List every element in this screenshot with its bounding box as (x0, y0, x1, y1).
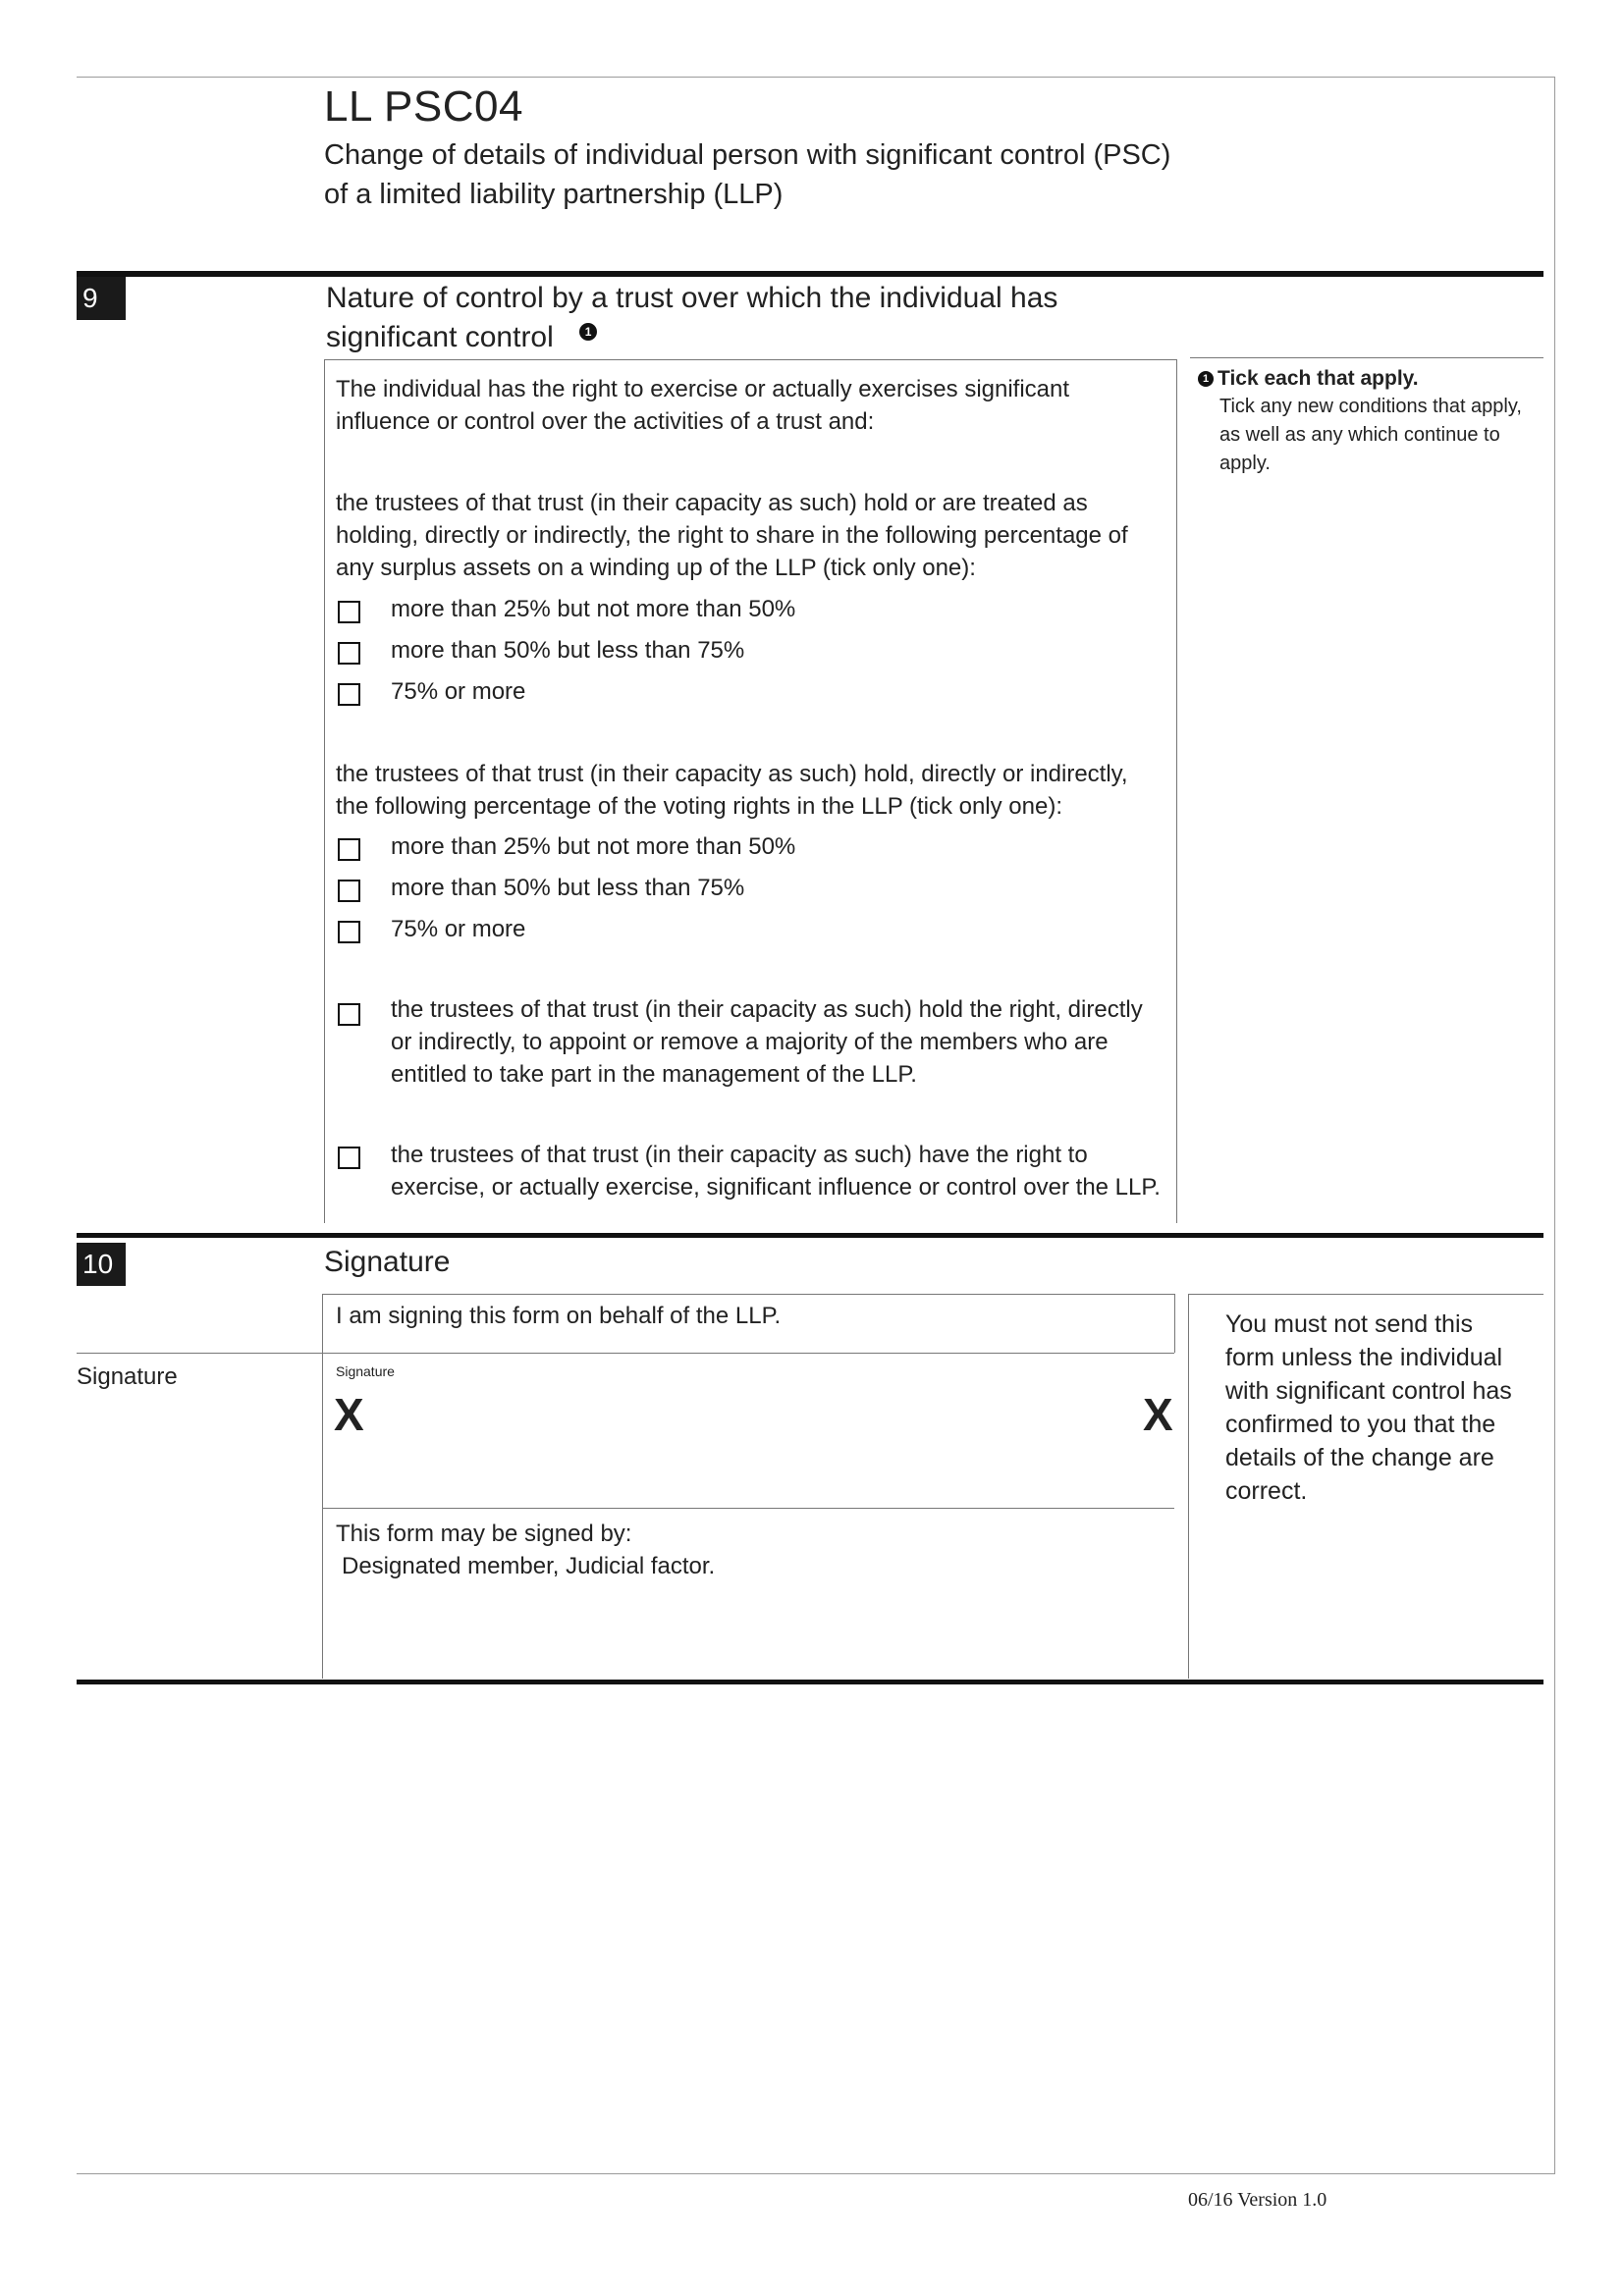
form-title-line2: of a limited liability partnership (LLP) (324, 179, 784, 210)
section-9-box-top (324, 359, 1176, 360)
form-title-line1: Change of details of individual person with significant control (PSC) (324, 139, 1171, 171)
voting-option-75-plus-checkbox[interactable] (338, 921, 360, 943)
guidance-note-icon: 1 (1198, 371, 1214, 387)
signature-start-x-icon: X (334, 1389, 364, 1440)
voting-option-75-plus-label: 75% or more (391, 916, 526, 942)
appoint-line3: entitled to take part in the management of the LLP. (391, 1061, 917, 1088)
sign-box-top (322, 1294, 1174, 1295)
surplus-option-75-plus-label: 75% or more (391, 678, 526, 705)
appoint-line1: the trustees of that trust (in their capacity as such) hold the right, directly (391, 996, 1143, 1023)
significant-influence-label (391, 1139, 1176, 1203)
page-frame-bottom (77, 2173, 1555, 2174)
surplus-option-50-75-checkbox[interactable] (338, 642, 360, 665)
guidance-title (1198, 365, 1542, 393)
side-note-line4: confirmed to you that the (1225, 1411, 1496, 1438)
info-note-icon: 1 (579, 323, 597, 341)
side-note (1225, 1308, 1540, 1508)
appoint-line2: or indirectly, to appoint or remove a majority of the members who are (391, 1029, 1109, 1055)
page-frame-right (1554, 77, 1555, 2173)
section-9-box-right (1176, 359, 1177, 1223)
influence-line1: the trustees of that trust (in their capacity as such) have the right to (391, 1142, 1088, 1168)
signed-by-line1: This form may be signed by: (336, 1521, 632, 1547)
surplus-line1: the trustees of that trust (in their capacity as such) hold or are treated as (336, 490, 1088, 516)
surplus-line3: any surplus assets on a winding up of the LLP (tick only one): (336, 555, 976, 581)
signature-end-x-icon: X (1143, 1389, 1173, 1440)
section-9-title-line2 (326, 318, 1210, 357)
signature-field-label: Signature (77, 1363, 178, 1390)
guidance-line3: apply. (1219, 453, 1271, 474)
signature-row-top (77, 1353, 1174, 1354)
signed-by-text (336, 1518, 1161, 1582)
appoint-remove-label (391, 993, 1176, 1091)
surplus-option-75-plus-checkbox[interactable] (338, 683, 360, 706)
guidance-line1: Tick any new conditions that apply, (1219, 396, 1522, 417)
guidance-line2: as well as any which continue to (1219, 424, 1500, 446)
signature-box-label: Signature (336, 1363, 395, 1379)
sign-box-left (322, 1294, 323, 1679)
form-title (324, 135, 1227, 214)
voting-line2: the following percentage of the voting rights in the LLP (tick only one): (336, 793, 1063, 820)
section-9-title-line2-text: significant control (326, 321, 554, 353)
side-note-line3: with significant control has (1225, 1377, 1512, 1405)
section-9-title-line1: Nature of control by a trust over which the individual has (326, 282, 1058, 314)
intro-line1: The individual has the right to exercise or actually exercises significant (336, 376, 1070, 402)
intro-line2: influence or control over the activities of a trust and: (336, 408, 875, 435)
page-frame-top (77, 77, 1555, 78)
surplus-line2: holding, directly or indirectly, the right to share in the following percentage of (336, 522, 1128, 549)
section-9-rule (77, 271, 1543, 277)
side-note-left (1188, 1294, 1189, 1679)
guidance-title-text: Tick each that apply. (1218, 367, 1419, 390)
side-note-line6: correct. (1225, 1477, 1308, 1505)
side-note-top (1188, 1294, 1543, 1295)
surplus-option-50-75-label: more than 50% but less than 75% (391, 637, 745, 664)
side-note-line1: You must not send this (1225, 1310, 1474, 1338)
sign-box-right-upper (1174, 1294, 1175, 1353)
guidance-top-line (1190, 357, 1543, 358)
on-behalf-statement: I am signing this form on behalf of the LLP. (336, 1303, 782, 1329)
section-9-title (326, 279, 1210, 357)
appoint-remove-checkbox[interactable] (338, 1003, 360, 1026)
section-9-box-left (324, 359, 325, 1223)
form-code: LL PSC04 (324, 82, 523, 131)
side-note-line2: form unless the individual (1225, 1344, 1503, 1371)
surplus-option-25-50-checkbox[interactable] (338, 601, 360, 623)
guidance-panel (1198, 365, 1542, 478)
signed-by-line2: Designated member, Judicial factor. (342, 1553, 716, 1579)
surplus-option-25-50-label: more than 25% but not more than 50% (391, 596, 796, 622)
section-9-number: 9 (77, 277, 126, 320)
signature-row-bottom (322, 1508, 1174, 1509)
voting-option-50-75-label: more than 50% but less than 75% (391, 875, 745, 901)
voting-option-25-50-label: more than 25% but not more than 50% (391, 833, 796, 860)
voting-option-50-75-checkbox[interactable] (338, 880, 360, 902)
voting-line1: the trustees of that trust (in their capacity as such) hold, directly or indirectly, (336, 761, 1128, 787)
section-10-rule (77, 1233, 1543, 1238)
section-10-number: 10 (77, 1243, 126, 1286)
side-note-line5: details of the change are (1225, 1444, 1494, 1471)
surplus-assets-text (336, 487, 1170, 584)
section-10-title: Signature (324, 1246, 451, 1278)
significant-influence-checkbox[interactable] (338, 1147, 360, 1169)
voting-rights-text (336, 758, 1170, 823)
influence-line2: exercise, or actually exercise, significant influence or control over the LLP. (391, 1174, 1161, 1201)
section-10-bottom-rule (77, 1680, 1543, 1684)
voting-option-25-50-checkbox[interactable] (338, 838, 360, 861)
version-footer: 06/16 Version 1.0 (1188, 2189, 1327, 2211)
signature-input-area[interactable] (326, 1374, 1176, 1506)
section-9-intro (336, 373, 1170, 438)
